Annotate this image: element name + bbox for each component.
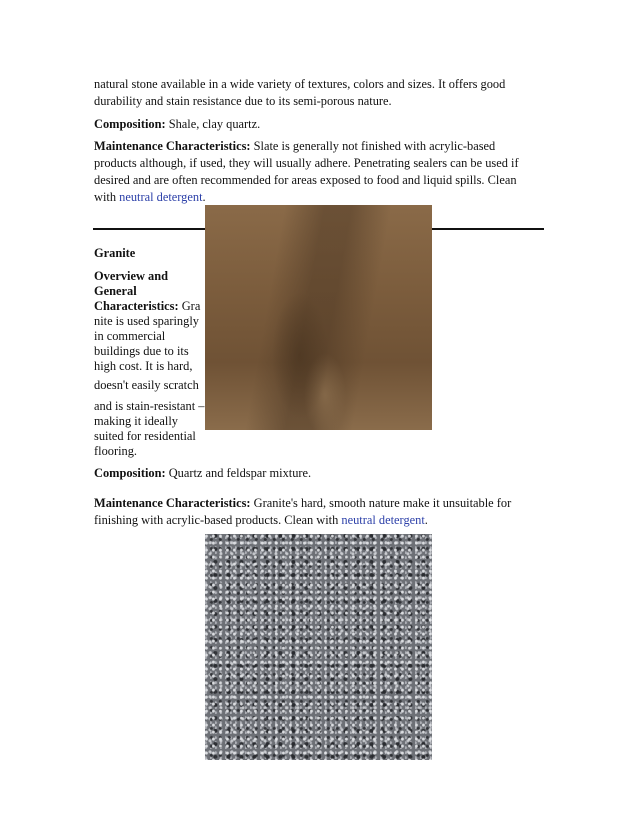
- composition-label: Composition:: [94, 466, 166, 480]
- intro-line: natural stone available in a wide variety of textures, colors and sizes. It offers good: [94, 77, 506, 91]
- intro-line: durability and stain resistance due to its semi-porous nature.: [94, 94, 392, 108]
- composition-text: Shale, clay quartz.: [165, 117, 261, 131]
- slate-stone-image: [205, 205, 432, 430]
- maintenance-text: Granite's hard, smooth nature make it unsuitable for: [250, 496, 512, 510]
- granite-overview-line: making it ideally: [94, 414, 178, 428]
- granite-overview-line: doesn't easily scratch: [94, 378, 199, 392]
- granite-maintenance-line: [94, 512, 428, 529]
- granite-composition: [94, 465, 311, 482]
- maintenance-text: with: [94, 190, 120, 204]
- slate-composition: [94, 116, 260, 133]
- composition-label: Composition:: [94, 117, 166, 131]
- maintenance-label: Maintenance Characteristics:: [94, 139, 251, 153]
- maintenance-text: .: [424, 513, 428, 527]
- granite-overview-line: in commercial: [94, 329, 166, 343]
- granite-maintenance-line: [94, 495, 511, 512]
- slate-maintenance-line: desired and are often recommended for areas exposed to food and liquid spills. Clean: [94, 173, 517, 187]
- maintenance-text: Slate is generally not finished with acrylic-based: [250, 139, 496, 153]
- granite-overview-line: buildings due to its: [94, 344, 189, 358]
- granite-overview-line: suited for residential: [94, 429, 196, 443]
- slate-maintenance-line: [94, 138, 495, 155]
- granite-overview-line: high cost. It is hard,: [94, 359, 193, 373]
- maintenance-text: .: [202, 190, 206, 204]
- neutral-detergent-link[interactable]: neutral detergent: [341, 513, 425, 527]
- granite-overview-line: and is stain-resistant –: [94, 399, 205, 413]
- composition-text: Quartz and feldspar mixture.: [165, 466, 312, 480]
- maintenance-label: Maintenance Characteristics:: [94, 496, 251, 510]
- maintenance-text: finishing with acrylic-based products. Clean with: [94, 513, 342, 527]
- granite-overview-line: Overview and: [94, 269, 168, 283]
- granite-stone-image: [205, 534, 432, 760]
- slate-maintenance-line: products although, if used, they will usually adhere. Penetrating sealers can be used if: [94, 156, 519, 170]
- characteristics-label: Characteristics:: [94, 299, 179, 313]
- neutral-detergent-link[interactable]: neutral detergent: [119, 190, 203, 204]
- section-divider-left: [93, 228, 205, 230]
- overview-text: Gra: [178, 299, 201, 313]
- granite-overview-line: General: [94, 284, 137, 298]
- granite-overview-line: nite is used sparingly: [94, 314, 199, 328]
- granite-overview-line: flooring.: [94, 444, 138, 458]
- section-divider-right: [432, 228, 544, 230]
- slate-maintenance-line: [94, 189, 206, 206]
- granite-heading: Granite: [94, 246, 136, 260]
